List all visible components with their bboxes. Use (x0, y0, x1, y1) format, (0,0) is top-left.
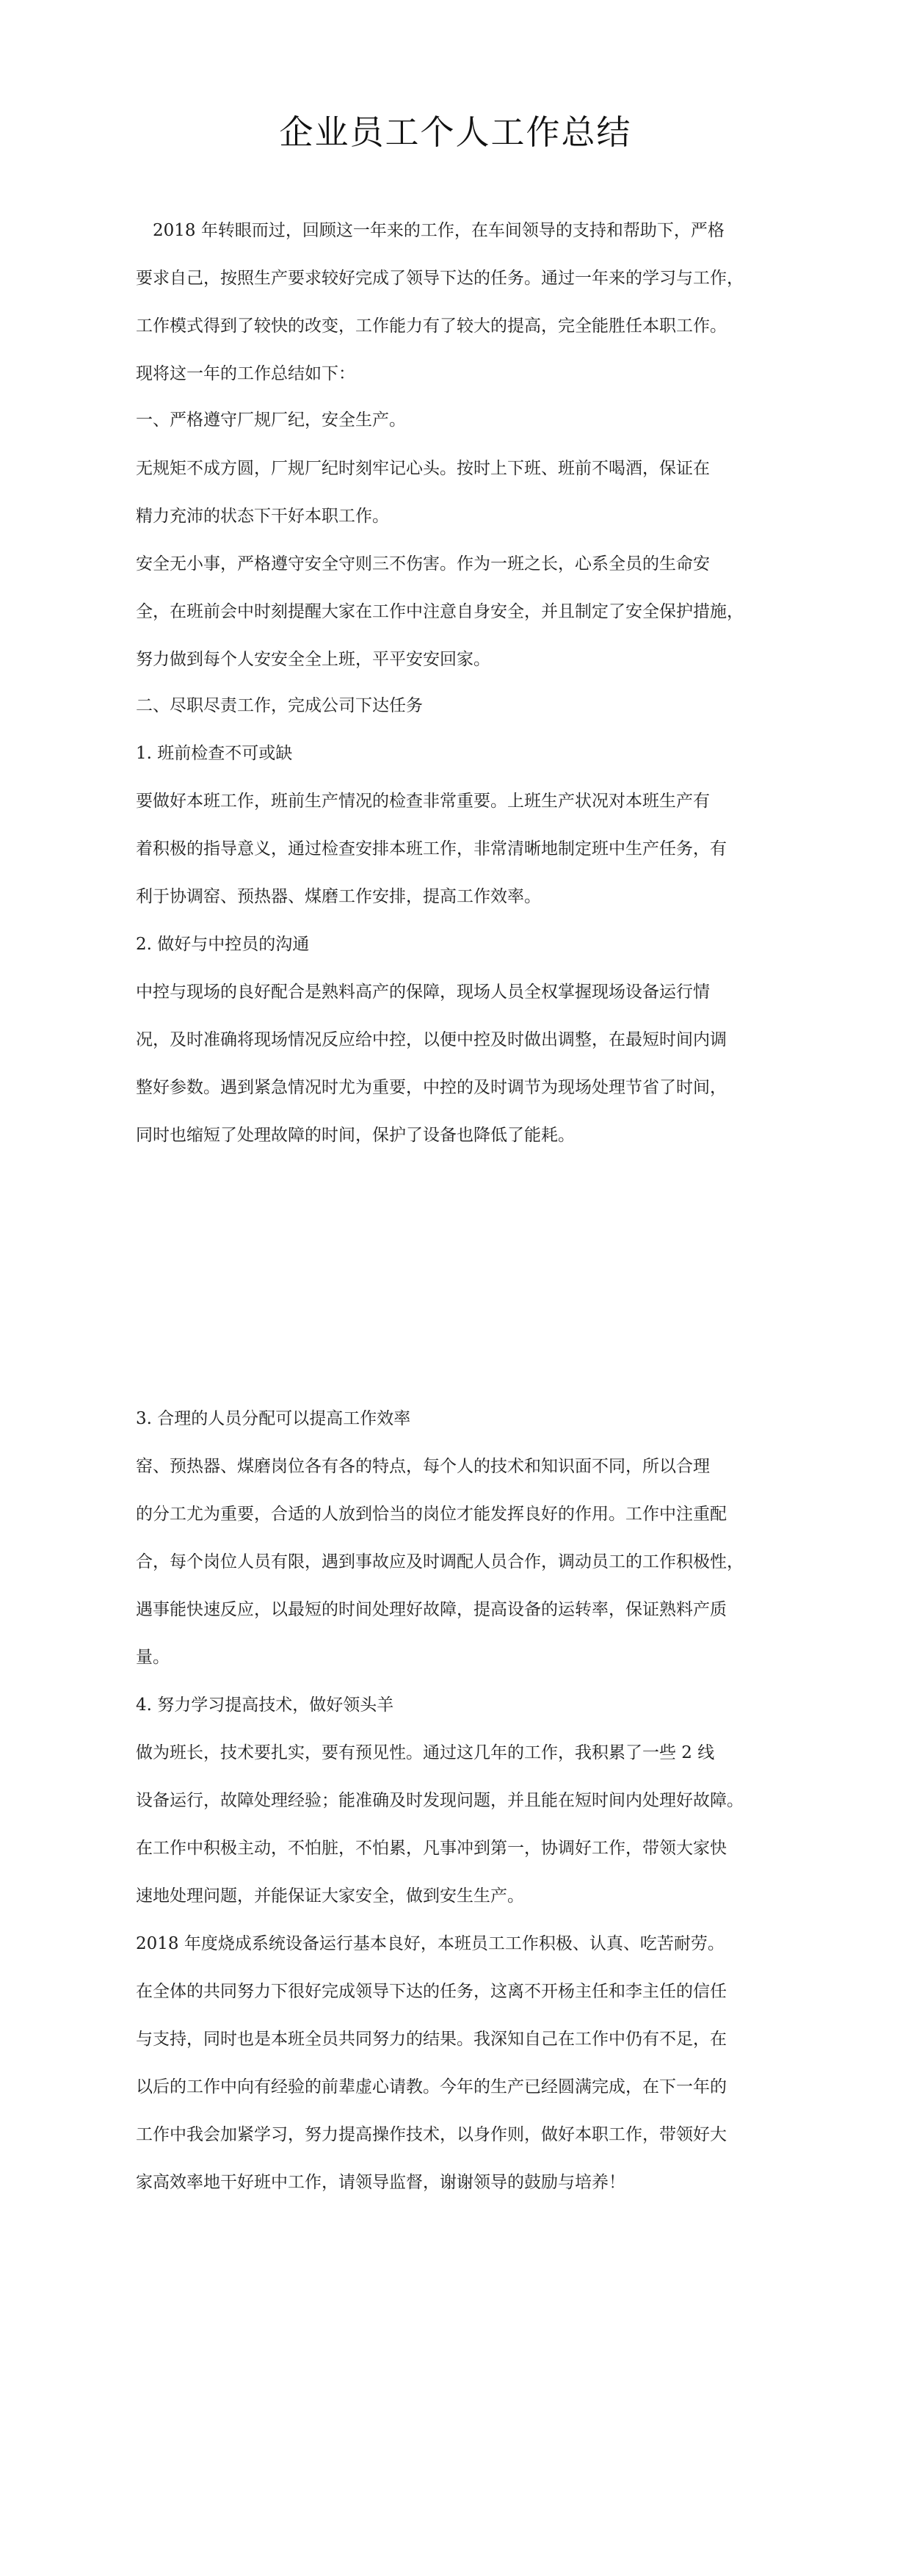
section2-heading (136, 682, 789, 730)
paragraph-line: 量。 (136, 1648, 170, 1667)
item1-paragraph (136, 778, 789, 921)
paragraph-line: 在全体的共同努力下很好完成领导下达的任务，这离不开杨主任和李主任的信任 (136, 1982, 727, 2001)
paragraph-line: 利于协调窑、预热器、煤磨工作安排，提高工作效率。 (136, 887, 541, 906)
paragraph-line: 工作中我会加紧学习，努力提高操作技术，以身作则，做好本职工作，带领好大 (136, 2125, 727, 2144)
section1-heading (136, 397, 789, 444)
paragraph-line: 的分工尤为重要，合适的人放到恰当的岗位才能发挥良好的作用。工作中注重配 (136, 1505, 727, 1524)
paragraph-line: 设备运行，故障处理经验；能准确及时发现问题，并且能在短时间内处理好故障。 (136, 1791, 744, 1810)
section1-heading-text: 一、严格遵守厂规厂纪，安全生产。 (136, 410, 406, 430)
paragraph-line: 要做好本班工作，班前生产情况的检查非常重要。上班生产状况对本班生产有 (136, 792, 710, 811)
intro-paragraph (136, 207, 789, 398)
item4-heading-text: 4. 努力学习提高技术，做好领头羊 (136, 1696, 394, 1715)
item2-paragraph (136, 969, 789, 1159)
document-title: 企业员工个人工作总结 (279, 112, 632, 152)
paragraph-line: 况，及时准确将现场情况反应给中控，以便中控及时做出调整，在最短时间内调 (136, 1030, 727, 1049)
intro-line: 工作模式得到了较快的改变，工作能力有了较大的提高，完全能胜任本职工作。 (136, 316, 727, 336)
intro-line: 现将这一年的工作总结如下： (136, 364, 355, 383)
paragraph-line: 合，每个岗位人员有限，遇到事故应及时调配人员合作，调动员工的工作积极性， (136, 1552, 744, 1571)
intro-line: 2018 年转眼而过，回顾这一年来的工作，在车间领导的支持和帮助下，严格 (136, 221, 725, 240)
paragraph-line: 速地处理问题，并能保证大家安全，做到安生生产。 (136, 1886, 524, 1906)
paragraph-line: 安全无小事，严格遵守安全守则三不伤害。作为一班之长，心系全员的生命安 (136, 554, 710, 574)
paragraph-line: 遇事能快速反应，以最短的时间处理好故障，提高设备的运转率，保证熟料产质 (136, 1600, 727, 1619)
item4-paragraph (136, 1729, 789, 1920)
section2-heading-text: 二、尽职尽责工作，完成公司下达任务 (136, 696, 423, 715)
item4-heading (136, 1682, 789, 1729)
paragraph-line: 精力充沛的状态下干好本职工作。 (136, 507, 389, 526)
paragraph-line: 着积极的指导意义，通过检查安排本班工作，非常清晰地制定班中生产任务，有 (136, 839, 727, 858)
item2-heading (136, 921, 789, 969)
item1-heading (136, 730, 789, 778)
paragraph-line: 窑、预热器、煤磨岗位各有各的特点，每个人的技术和知识面不同，所以合理 (136, 1457, 710, 1476)
paragraph-line: 2018 年度烧成系统设备运行基本良好，本班员工工作积极、认真、吃苦耐劳。 (136, 1934, 725, 1953)
paragraph-line: 以后的工作中向有经验的前辈虚心请教。今年的生产已经圆满完成，在下一年的 (136, 2077, 727, 2096)
paragraph-line: 同时也缩短了处理故障的时间，保护了设备也降低了能耗。 (136, 1126, 575, 1145)
paragraph-line: 整好参数。遇到紧急情况时尤为重要，中控的及时调节为现场处理节省了时间， (136, 1078, 727, 1097)
item3-heading-text: 3. 合理的人员分配可以提高工作效率 (136, 1409, 411, 1428)
paragraph-line: 家高效率地干好班中工作，请领导监督，谢谢领导的鼓励与培养！ (136, 2173, 625, 2192)
intro-line: 要求自己，按照生产要求较好完成了领导下达的任务。通过一年来的学习与工作， (136, 269, 744, 288)
closing-paragraph (136, 1920, 789, 2207)
paragraph-line: 做为班长，技术要扎实，要有预见性。通过这几年的工作，我积累了一些 2 线 (136, 1743, 715, 1762)
paragraph-line: 全，在班前会中时刻提醒大家在工作中注意自身安全，并且制定了安全保护措施， (136, 602, 744, 621)
paragraph-line: 无规矩不成方圆，厂规厂纪时刻牢记心头。按时上下班、班前不喝酒，保证在 (136, 459, 710, 478)
paragraph-line: 在工作中积极主动，不怕脏，不怕累，凡事冲到第一，协调好工作，带领大家快 (136, 1839, 727, 1858)
section1-paragraph-safety (136, 540, 789, 684)
item3-heading (136, 1395, 789, 1443)
item2-heading-text: 2. 做好与中控员的沟通 (136, 935, 310, 954)
paragraph-line: 与支持，同时也是本班全员共同努力的结果。我深知自己在工作中仍有不足，在 (136, 2030, 727, 2049)
item1-heading-text: 1. 班前检查不可或缺 (136, 744, 293, 763)
item3-paragraph (136, 1443, 789, 1682)
paragraph-line: 努力做到每个人安安全全上班，平平安安回家。 (136, 650, 490, 669)
section1-paragraph-rules (136, 445, 789, 540)
paragraph-line: 中控与现场的良好配合是熟料高产的保障，现场人员全权掌握现场设备运行情 (136, 983, 710, 1002)
